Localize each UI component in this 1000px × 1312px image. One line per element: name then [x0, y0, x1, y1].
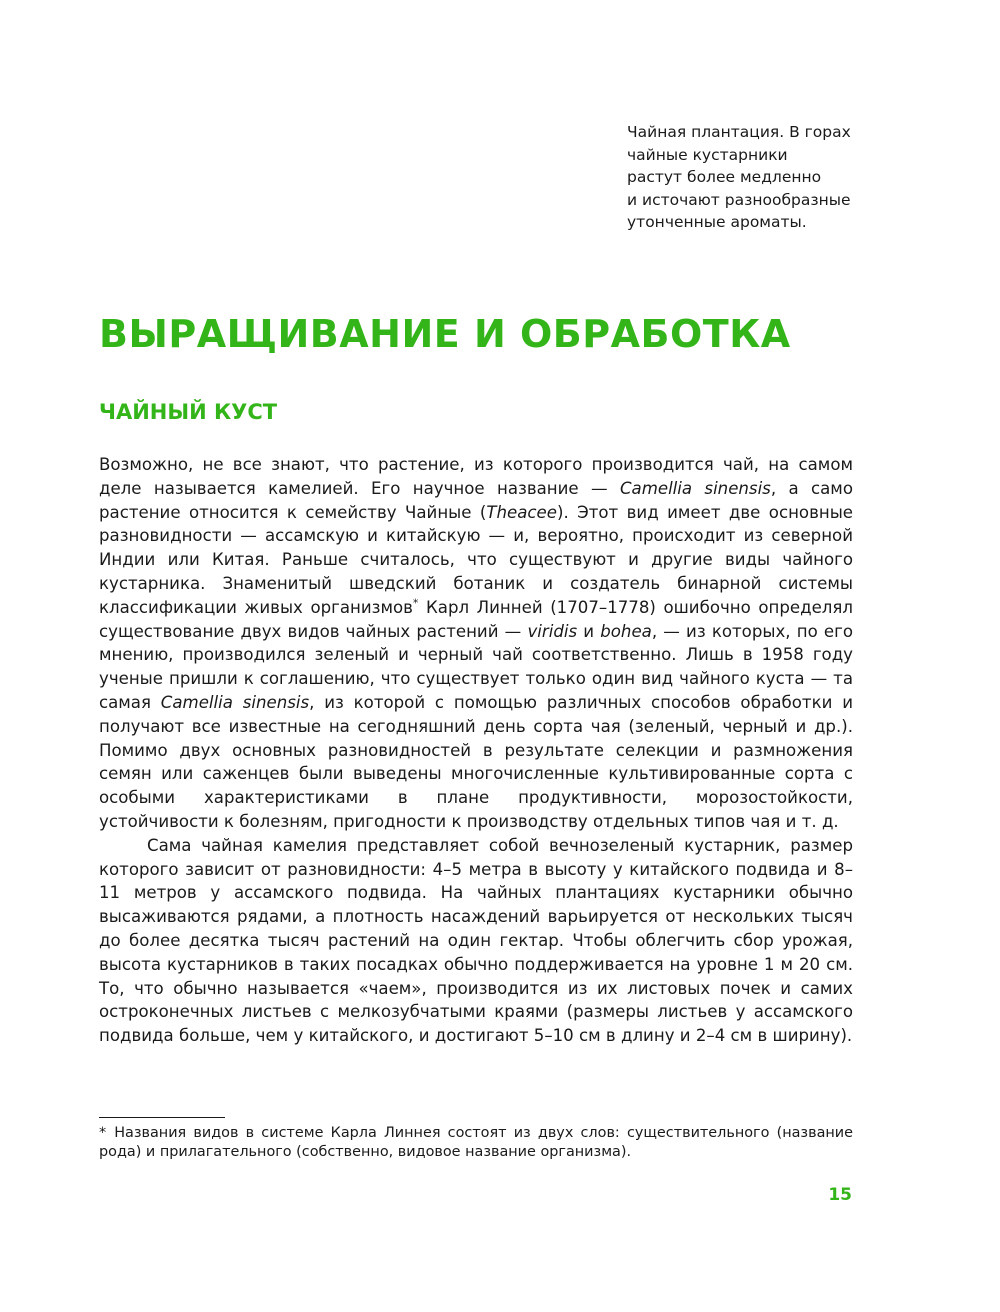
caption-line: Чайная плантация. В горах	[627, 123, 851, 141]
paragraph-1	[99, 453, 853, 834]
caption-line: чайные кустарники	[627, 145, 788, 164]
text-run: ). Этот вид имеет две основные разновидности — ассамскую и китайскую — и, вероятно, происходит из северной Индии или Китая. Раньше считалось, что существуют и другие виды чайного кустарника. Знаменитый шведский ботаник и создатель бинарной системы классификации живых организмов	[99, 502, 854, 617]
caption-line: растут более медленно	[627, 168, 822, 186]
caption-line: утонченные ароматы.	[627, 213, 807, 231]
text-run: , — из которых, по его мнению, производился зеленый и черный чай соответственно. Лишь в 1958 году ученые пришли к соглашению, что существует только один вид чайного куста — та самая	[99, 621, 853, 712]
latin-term: Theacee	[486, 502, 557, 522]
text-run: , а само растение относится к семейству Чайные (	[99, 478, 853, 522]
footnote-reference: *	[412, 596, 419, 610]
footnote-divider	[99, 1117, 225, 1118]
body-text	[99, 453, 853, 1048]
page-number: 15	[828, 1185, 852, 1205]
photo-caption	[627, 121, 887, 234]
text-run: Карл Линней (1707–1778) ошибочно определял существование двух видов чайных растений —	[99, 597, 853, 641]
footnote-text: Названия видов в системе Карла Линнея состоят из двух слов: существительного (название рода) и прилагательного (собственно, видовое название организма).	[99, 1125, 853, 1160]
footnote	[99, 1124, 853, 1162]
text-run: , из которой с помощью различных способов обработки и получают все известные на сегодняшний день сорта чая (зеленый, черный и др.). Помимо двух основных разновидностей в результате селекции и размножения семян или саженцев были выведены многочисленные культивированные сорта с особыми характеристиками в плане продуктивности, морозостойкости, устойчивости к болезням, пригодности к производству отдельных типов чая и т. д.	[99, 692, 853, 831]
latin-term: bohea	[600, 621, 652, 641]
latin-term: viridis	[527, 621, 578, 641]
section-title: ЧАЙНЫЙ КУСТ	[99, 400, 278, 424]
latin-term: Camellia sinensis	[160, 692, 310, 712]
footnote-marker: *	[99, 1125, 107, 1141]
text-run: Возможно, не все знают, что растение, из которого производится чай, на самом деле называется камелией. Его научное название —	[99, 455, 853, 498]
paragraph-2: Сама чайная камелия представляет собой вечнозеленый кустарник, размер которого зависит от разновидности: 4–5 метра в высоту у китайского подвида и 8–11 метров у ассамского подвида. На чайных плантациях кустарники обычно высаживаются рядами, а плотность насаждений варьируется от нескольких тысяч до более десятка тысяч растений на один гектар. Чтобы облегчить сбор урожая, высота кустарников в таких посадках обычно поддерживается на уровне 1 м 20 см. То, что обычно называется «чаем», производится из их листовых почек и самих остроконечных листьев с мелкозубчатыми краями (размеры листьев у ассамского подвида больше, чем у китайского, и достигают 5–10 см в длину и 2–4 см в ширину).	[99, 835, 853, 1046]
caption-line: и источают разнообразные	[627, 190, 851, 209]
text-run: и	[577, 621, 601, 641]
chapter-title: ВЫРАЩИВАНИЕ И ОБРАБОТКА	[99, 312, 791, 356]
latin-term: Camellia sinensis	[619, 478, 771, 498]
